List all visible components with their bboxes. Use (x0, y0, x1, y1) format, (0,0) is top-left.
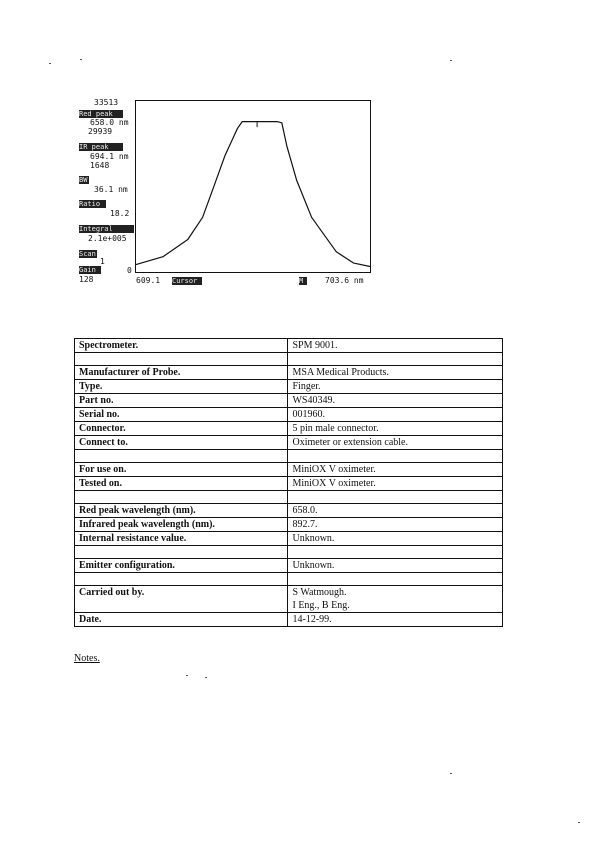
table-row (75, 353, 503, 366)
row-key: Red peak wavelength (nm). (75, 504, 288, 518)
table-row (75, 380, 503, 394)
table-row (75, 546, 503, 559)
ratio-value: 18.2 (110, 209, 130, 218)
gain-value: 128 (79, 275, 94, 284)
spectrum-point (267, 121, 268, 122)
red-peak-label: Red peak (79, 110, 123, 118)
row-value: MiniOX V oximeter. (288, 463, 503, 477)
table-row (75, 491, 503, 504)
row-key: Infrared peak wavelength (nm). (75, 518, 288, 532)
spectrum-point (353, 263, 354, 264)
bandwidth-value: 36.1 nm (94, 185, 128, 194)
integral-label: Integral (79, 225, 134, 233)
row-key: Date. (75, 613, 288, 627)
row-value-line: I Eng., B Eng. (292, 600, 350, 611)
ratio-label: Ratio (79, 200, 106, 208)
max-count: 33513 (94, 98, 119, 107)
table-row (75, 339, 503, 353)
ir-wavelength: 694.1 nm (90, 152, 129, 161)
spectrum-point (242, 121, 243, 122)
row-key: Spectrometer. (75, 339, 288, 353)
spectrum-point (277, 121, 278, 122)
table-row (75, 366, 503, 380)
row-key (75, 573, 288, 586)
row-value: Unknown. (288, 532, 503, 546)
row-value: 658.0. (288, 504, 503, 518)
row-key: Emitter configuration. (75, 559, 288, 573)
row-value (288, 573, 503, 586)
table-row (75, 532, 503, 546)
x-marker-tag: M (299, 277, 307, 285)
row-value: Oximeter or extension cable. (288, 436, 503, 450)
bandwidth-label: BW (79, 176, 88, 184)
notes-heading: Notes. (74, 653, 100, 664)
x-axis-start: 609.1 (136, 276, 161, 285)
row-value: SPM 9001. (288, 339, 503, 353)
row-value (288, 546, 503, 559)
spectrum-point (296, 180, 297, 181)
scan-speck (80, 59, 82, 60)
ir-peak-label: IR peak (79, 143, 123, 151)
x-cursor-tag: Cursor (172, 277, 202, 285)
row-value (288, 586, 503, 613)
scan-speck (450, 773, 452, 774)
spectrum-point (281, 122, 282, 123)
row-key: Internal resistance value. (75, 532, 288, 546)
row-value (288, 353, 503, 366)
spectrum-point (163, 256, 164, 257)
row-value (288, 491, 503, 504)
spectrum-series-line (136, 122, 370, 267)
scan-speck (205, 677, 207, 678)
row-key (75, 546, 288, 559)
table-row (75, 436, 503, 450)
row-key: Part no. (75, 394, 288, 408)
gain-label: Gain (79, 266, 101, 274)
row-value: 14-12-99. (288, 613, 503, 627)
red-count: 29939 (88, 127, 113, 136)
spectrum-point (225, 155, 226, 156)
row-key: Manufacturer of Probe. (75, 366, 288, 380)
scan-speck (578, 822, 580, 823)
x-axis-end: 703.6 nm (325, 276, 364, 285)
table-row (75, 586, 503, 613)
row-value-line: S Watmough. (292, 587, 347, 598)
table-row (75, 518, 503, 532)
table-row (75, 477, 503, 491)
row-key (75, 353, 288, 366)
red-wavelength: 658.0 nm (90, 118, 129, 127)
row-value: Finger. (288, 380, 503, 394)
spectrum-point (187, 239, 188, 240)
row-key: Type. (75, 380, 288, 394)
integral-value: 2.1e+005 (88, 234, 127, 243)
row-value: MSA Medical Products. (288, 366, 503, 380)
spectrum-point (212, 190, 213, 191)
spectrum-point (370, 266, 371, 267)
row-key: Connector. (75, 422, 288, 436)
spectrum-point (311, 217, 312, 218)
y-axis-min: 0 (127, 266, 132, 275)
row-key: For use on. (75, 463, 288, 477)
scan-speck (186, 675, 188, 676)
row-value (288, 450, 503, 463)
scan-label: Scan (79, 250, 96, 258)
scan-speck (450, 60, 452, 61)
row-key: Serial no. (75, 408, 288, 422)
row-key (75, 450, 288, 463)
spectrum-plot (135, 100, 371, 273)
table-row (75, 450, 503, 463)
scan-speck (49, 63, 51, 64)
spectrum-point (237, 128, 238, 129)
table-row (75, 559, 503, 573)
spectrum-point (336, 251, 337, 252)
probe-data-sheet (74, 338, 503, 627)
table-row (75, 504, 503, 518)
row-key: Connect to. (75, 436, 288, 450)
table-row (75, 394, 503, 408)
table-row (75, 463, 503, 477)
ir-count: 1648 (90, 161, 110, 170)
row-value: MiniOX V oximeter. (288, 477, 503, 491)
row-value: 5 pin male connector. (288, 422, 503, 436)
spectrum-point (249, 121, 250, 122)
row-value: 892.7. (288, 518, 503, 532)
scan-value: 1 (100, 257, 105, 266)
table-row (75, 408, 503, 422)
spectrum-point (202, 217, 203, 218)
row-value: WS40349. (288, 394, 503, 408)
table-row (75, 573, 503, 586)
table-row (75, 613, 503, 627)
table-row (75, 422, 503, 436)
plot-frame (136, 101, 371, 273)
spectrum-point (136, 264, 137, 265)
row-value: Unknown. (288, 559, 503, 573)
row-value: 001960. (288, 408, 503, 422)
spectrum-point (257, 121, 258, 122)
row-key: Tested on. (75, 477, 288, 491)
row-key (75, 491, 288, 504)
spectrum-point (286, 146, 287, 147)
row-key: Carried out by. (75, 586, 288, 613)
